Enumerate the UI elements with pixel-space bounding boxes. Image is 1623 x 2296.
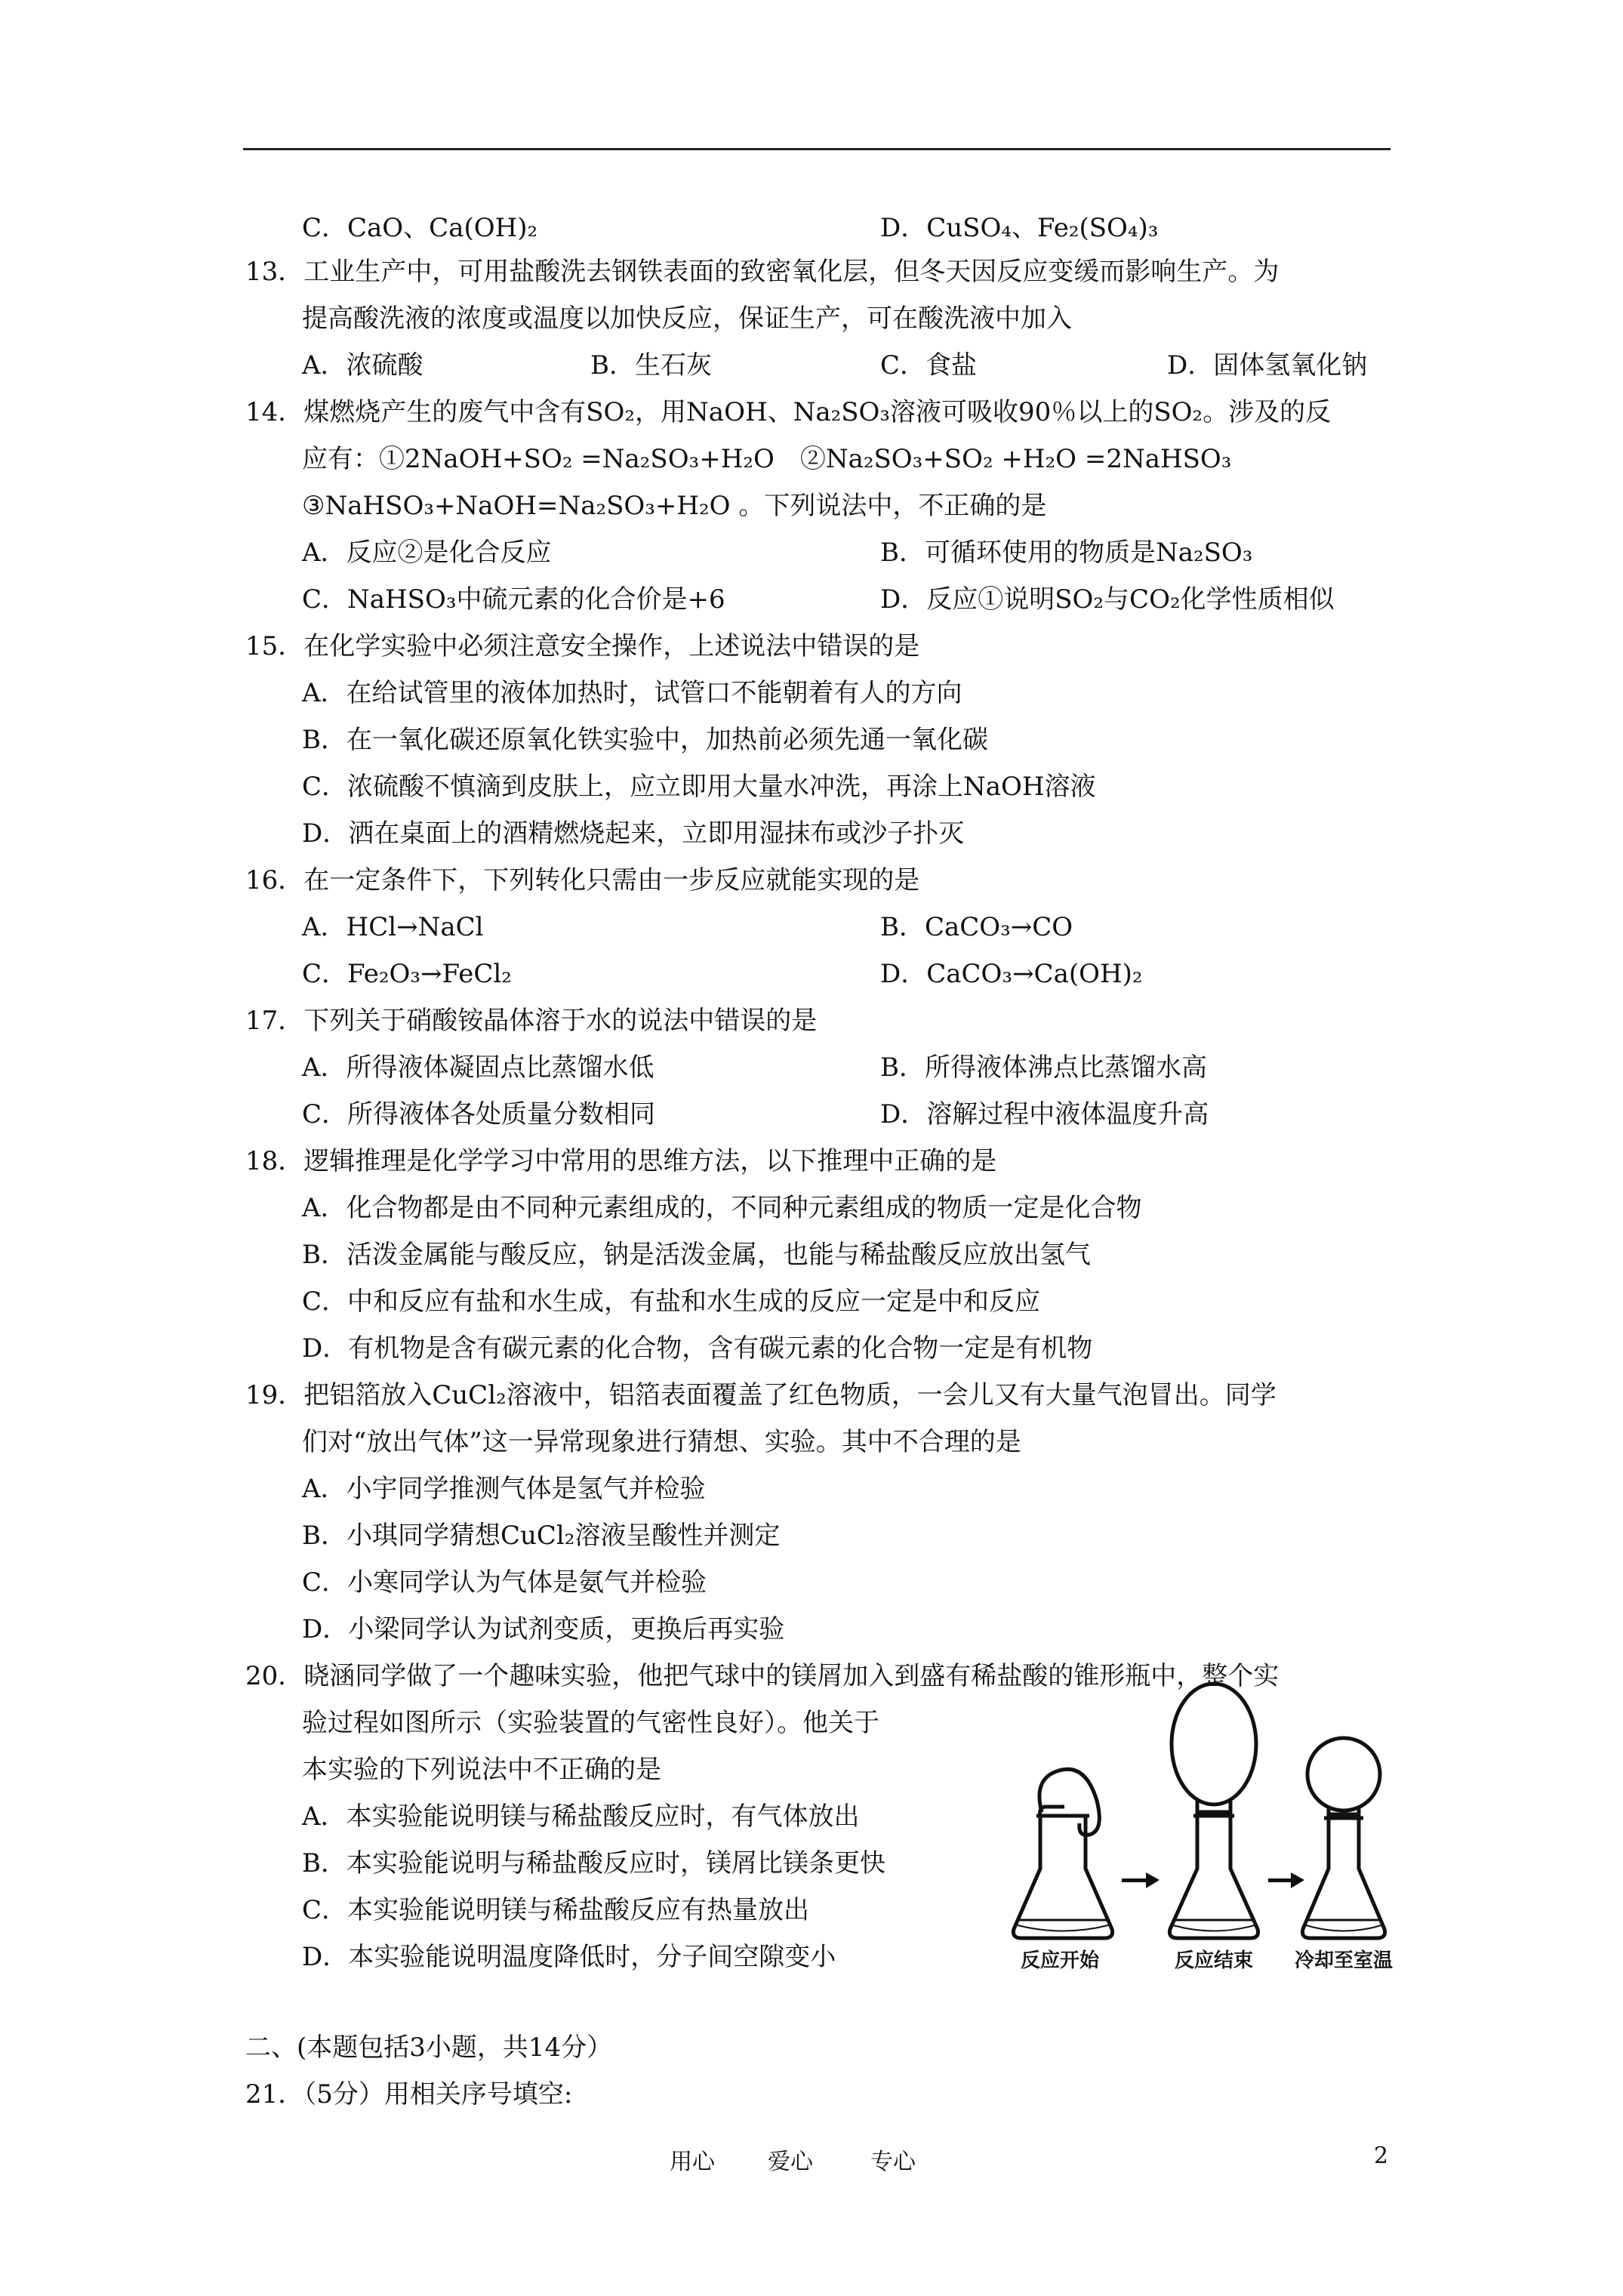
text-line-l49: 二、(本题包括3小题，共14分） — [245, 2032, 613, 2063]
text-line-l39: B．小琪同学猜想CuCl₂溶液呈酸性并测定 — [302, 1521, 781, 1551]
text-line-l33: B．活泼金属能与酸反应，钠是活泼金属，也能与稀盐酸反应放出氢气 — [302, 1240, 1091, 1270]
text-line-l41: D．小梁同学认为试剂变质，更换后再实验 — [302, 1614, 785, 1644]
page-number: 2 — [1374, 2143, 1389, 2169]
text-line-l35: D．有机物是含有碳元素的化合物，含有碳元素的化合物一定是有机物 — [302, 1333, 1093, 1364]
text-line-l23: B．CaCO₃→CO — [880, 912, 1073, 942]
footer-slogan-2: 爱心 — [768, 2149, 813, 2175]
text-line-l22: A．HCl→NaCl — [302, 912, 484, 942]
text-line-l17: A．在给试管里的液体加热时，试管口不能朝着有人的方向 — [302, 678, 962, 708]
text-line-l24: C．Fe₂O₃→FeCl₂ — [302, 959, 512, 989]
text-line-l26: 17．下列关于硝酸铵晶体溶于水的说法中错误的是 — [245, 1006, 818, 1036]
flask-start — [1013, 1769, 1112, 1938]
text-line-l30: D．溶解过程中液体温度升高 — [880, 1099, 1209, 1130]
text-line-l01: C．CaO、Ca(OH)₂ — [302, 213, 538, 243]
text-line-l31: 18．逻辑推理是化学学习中常用的思维方法，以下推理中正确的是 — [245, 1146, 997, 1176]
text-line-l15: D．反应①说明SO₂与CO₂化学性质相似 — [880, 584, 1335, 615]
arrow-1 — [1122, 1872, 1160, 1888]
text-line-l45: A．本实验能说明镁与稀盐酸反应时，有气体放出 — [302, 1801, 860, 1832]
arrow-2 — [1268, 1872, 1304, 1888]
text-line-l07: C．食盐 — [880, 350, 978, 381]
experiment-figure — [995, 1680, 1394, 1971]
text-line-l40: C．小寒同学认为气体是氨气并检验 — [302, 1567, 707, 1598]
text-line-l12: A．反应②是化合反应 — [302, 538, 552, 568]
text-line-l28: B．所得液体沸点比蒸馏水高 — [880, 1052, 1207, 1083]
text-line-l29: C．所得液体各处质量分数相同 — [302, 1099, 656, 1130]
text-line-l10: 应有：①2NaOH+SO₂ =Na₂SO₃+H₂O ②Na₂SO₃+SO₂ +H₂O =2NaHSO₃ — [302, 444, 1232, 474]
text-line-l25: D．CaCO₃→Ca(OH)₂ — [880, 959, 1143, 989]
text-line-l44: 本实验的下列说法中不正确的是 — [302, 1755, 661, 1785]
text-line-l18: B．在一氧化碳还原氧化铁实验中，加热前必须先通一氧化碳 — [302, 725, 988, 755]
text-line-l37: 们对“放出气体”这一异常现象进行猜想、实验。其中不合理的是 — [302, 1427, 1021, 1457]
text-line-l04: 提高酸洗液的浓度或温度以加快反应，保证生产，可在酸洗液中加入 — [302, 304, 1072, 334]
flask-cooled — [1302, 1738, 1384, 1938]
text-line-l38: A．小宇同学推测气体是氢气并检验 — [302, 1474, 706, 1504]
text-line-l13: B．可循环使用的物质是Na₂SO₃ — [880, 538, 1253, 568]
text-line-l16: 15．在化学实验中必须注意安全操作，上述说法中错误的是 — [245, 631, 920, 661]
header-rule — [243, 148, 1390, 150]
text-line-l43: 验过程如图所示（实验装置的气密性良好）。他关于 — [302, 1708, 879, 1738]
text-line-l11: ③NaHSO₃+NaOH=Na₂SO₃+H₂O 。下列说法中，不正确的是 — [302, 491, 1047, 521]
text-line-l50: 21．（5分）用相关序号填空: — [245, 2079, 573, 2110]
text-line-l27: A．所得液体凝固点比蒸馏水低 — [302, 1052, 654, 1083]
text-line-l47: C．本实验能说明镁与稀盐酸反应有热量放出 — [302, 1895, 810, 1925]
text-line-l06: B．生石灰 — [590, 350, 712, 381]
text-line-l03: 13．工业生产中，可用盐酸洗去钢铁表面的致密氧化层，但冬天因反应变缓而影响生产。为 — [245, 257, 1280, 287]
flask-end — [1169, 1684, 1258, 1938]
text-line-l42: 20．晓涵同学做了一个趣味实验，他把气球中的镁屑加入到盛有稀盐酸的锥形瓶中，整个实 — [245, 1661, 1280, 1691]
text-line-l46: B．本实验能说明与稀盐酸反应时，镁屑比镁条更快 — [302, 1848, 885, 1878]
text-line-l34: C．中和反应有盐和水生成，有盐和水生成的反应一定是中和反应 — [302, 1287, 1041, 1317]
text-line-l21: 16．在一定条件下，下列转化只需由一步反应就能实现的是 — [245, 865, 920, 895]
text-line-l19: C．浓硫酸不慎滴到皮肤上，应立即用大量水冲洗，再涂上NaOH溶液 — [302, 772, 1096, 802]
text-line-l08: D．固体氢氧化钠 — [1167, 350, 1368, 381]
caption-cooled: 冷却至室温 — [1294, 1949, 1394, 1971]
text-line-l09: 14．煤燃烧产生的废气中含有SO₂，用NaOH、Na₂SO₃溶液可吸收90％以上的SO₂。涉及的反 — [245, 397, 1332, 427]
text-line-l20: D．洒在桌面上的酒精燃烧起来，立即用湿抹布或沙子扑灭 — [302, 818, 965, 849]
caption-start: 反应开始 — [1020, 1949, 1100, 1971]
text-line-l32: A．化合物都是由不同种元素组成的，不同种元素组成的物质一定是化合物 — [302, 1193, 1142, 1223]
text-line-l48: D．本实验能说明温度降低时，分子间空隙变小 — [302, 1942, 836, 1972]
text-line-l36: 19．把铝箔放入CuCl₂溶液中，铝箔表面覆盖了红色物质，一会儿又有大量气泡冒出。同学 — [245, 1380, 1277, 1410]
text-line-l05: A．浓硫酸 — [302, 350, 423, 381]
footer-slogan-3: 专心 — [870, 2149, 916, 2175]
text-line-l14: C．NaHSO₃中硫元素的化合价是+6 — [302, 584, 725, 615]
text-line-l02: D．CuSO₄、Fe₂(SO₄)₃ — [880, 213, 1159, 243]
caption-end: 反应结束 — [1174, 1949, 1254, 1971]
footer-slogan-1: 用心 — [670, 2149, 715, 2175]
